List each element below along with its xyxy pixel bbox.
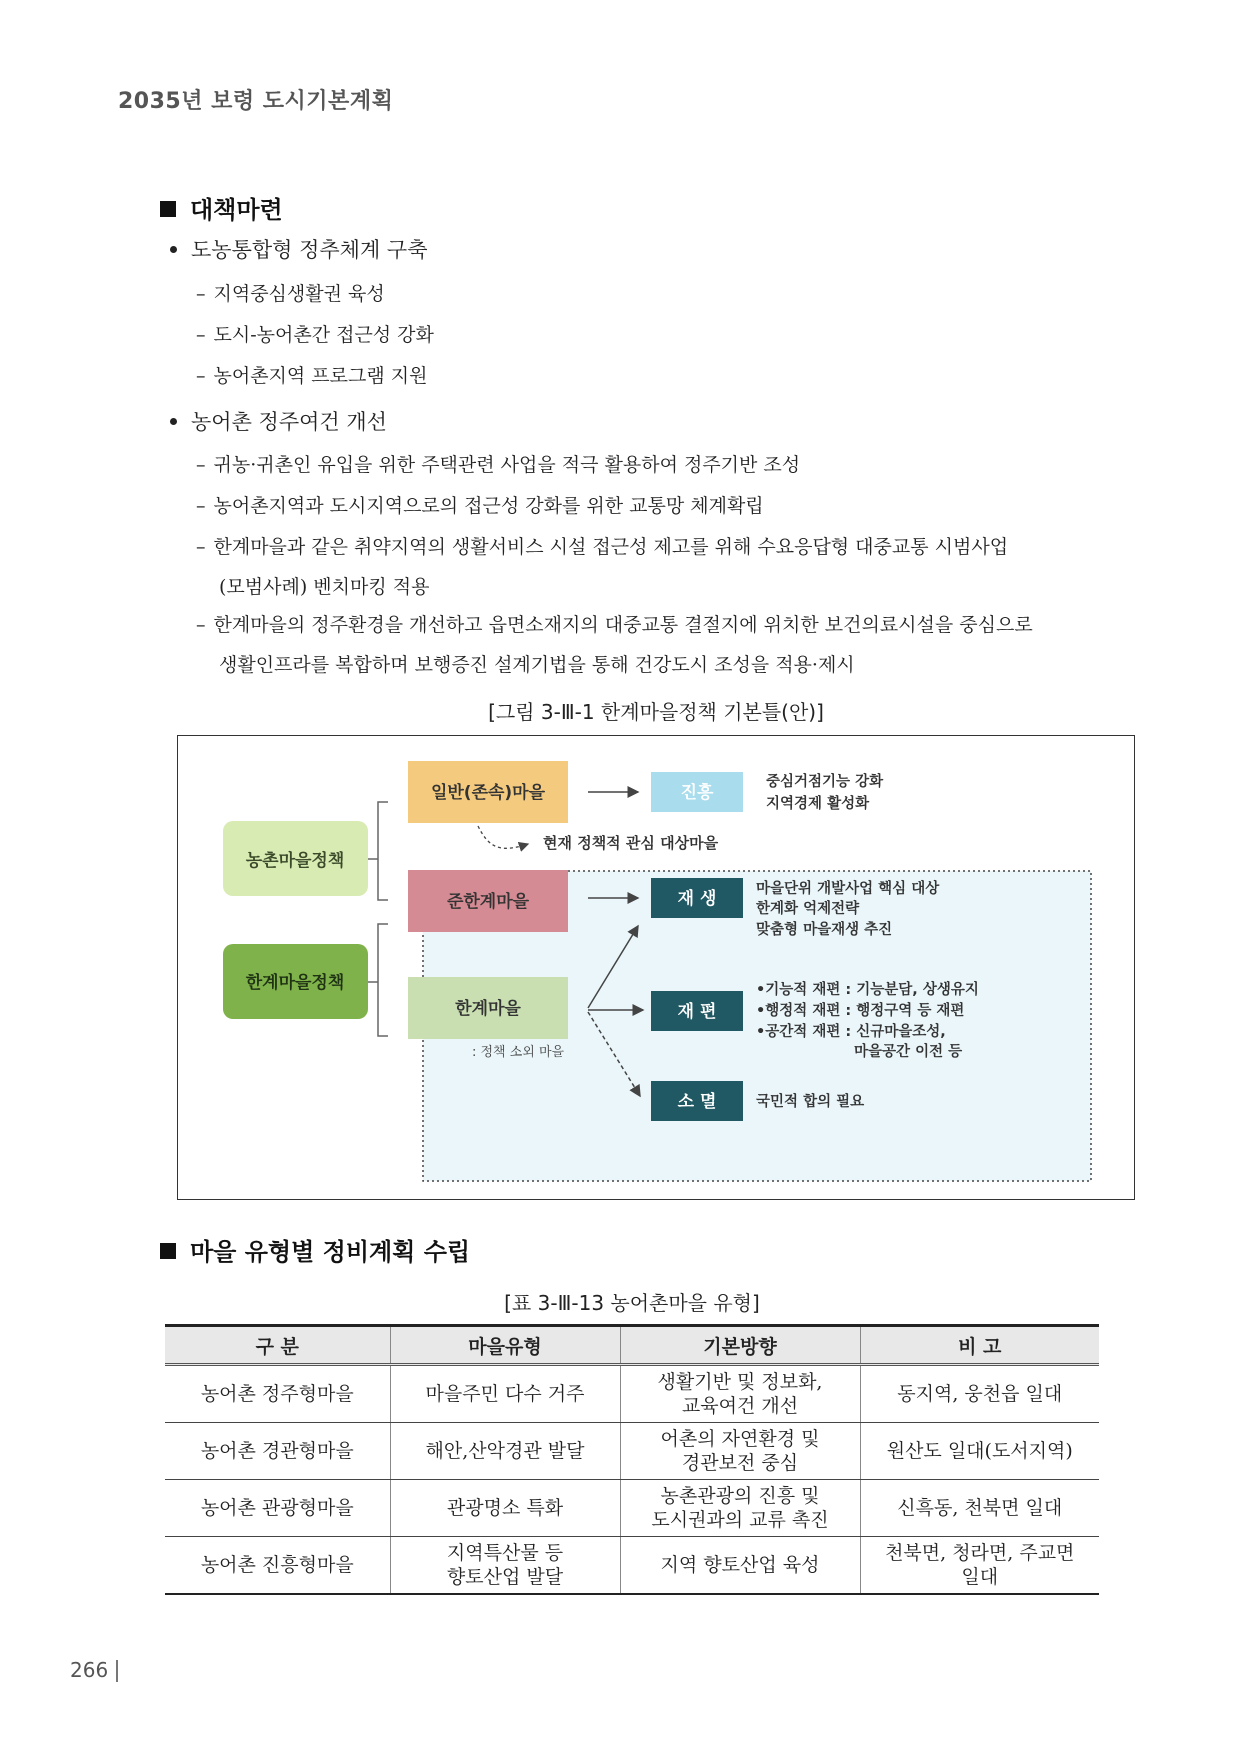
table-cell: 농어촌 정주형마을 — [165, 1365, 390, 1423]
dash-continuation: (모범사례) 벤치마킹 적용 — [219, 576, 430, 598]
bullet-label: 도농통합형 정추체계 구축 — [191, 238, 428, 262]
bullet-label: 농어촌 정주여건 개선 — [191, 410, 387, 434]
reorg-label: 재 편 — [677, 1002, 717, 1022]
table-cell: 해안,산악경관 발달 — [390, 1423, 620, 1480]
dash-continuation: 생활인프라를 복합하며 보행증진 설계기법을 통해 건강도시 조성을 적용·제시 — [219, 654, 855, 676]
dash-text: 농어촌지역 프로그램 지원 — [213, 365, 428, 387]
table-cell: 생활기반 및 정보화, 교육여건 개선 — [620, 1365, 860, 1423]
rural-policy-label: 농촌마을정책 — [245, 851, 345, 871]
focus-label: 현재 정책적 관심 대상마을 — [543, 834, 719, 852]
page-number-divider — [116, 1660, 118, 1682]
dash-item: – 귀농·귀촌인 유입을 위한 주택관련 사업을 적극 활용하여 정주기반 조성 — [196, 454, 801, 476]
table-cell: 어촌의 자연환경 및 경관보전 중심 — [620, 1423, 860, 1480]
table-cell: 관광명소 특화 — [390, 1480, 620, 1537]
section-heading-measures — [160, 190, 283, 225]
section-heading-plan — [160, 1232, 470, 1267]
table-cell: 동지역, 웅천읍 일대 — [860, 1365, 1099, 1423]
dash-text: 지역중심생활권 육성 — [213, 283, 385, 305]
square-bullet-icon — [160, 1243, 176, 1259]
reorg-desc: 마을공간 이전 등 — [854, 1044, 963, 1060]
section-title: 마을 유형별 정비계획 수립 — [190, 1238, 471, 1266]
table-cell: 농어촌 진흥형마을 — [165, 1537, 390, 1595]
regen-desc: 맞춤형 마을재생 추진 — [756, 922, 893, 938]
table-cell: 마을주민 다수 거주 — [390, 1365, 620, 1423]
column-header: 비 고 — [860, 1326, 1099, 1365]
dash-text: 한계마을의 정주환경을 개선하고 읍면소재지의 대중교통 결절지에 위치한 보건의료시설을 중심으로 — [213, 614, 1033, 636]
table-row — [165, 1537, 1099, 1595]
dash-text: 귀농·귀촌인 유입을 위한 주택관련 사업을 적극 활용하여 정주기반 조성 — [213, 454, 801, 476]
dash-item: – 지역중심생활권 육성 — [196, 283, 385, 305]
reorg-desc: •공간적 재편 : 신규마을조성, — [756, 1024, 946, 1040]
column-header: 마을유형 — [390, 1326, 620, 1365]
limit-village-note: : 정책 소외 마을 — [471, 1045, 565, 1060]
extinct-desc: 국민적 합의 필요 — [756, 1094, 865, 1110]
table-cell: 농어촌 관광형마을 — [165, 1480, 390, 1537]
general-village-label: 일반(존속)마을 — [430, 783, 546, 803]
table-cell: 농촌관광의 진흥 및 도시권과의 교류 촉진 — [620, 1480, 860, 1537]
bullet-item — [170, 406, 387, 436]
dash-item: – 농어촌지역 프로그램 지원 — [196, 365, 428, 387]
bullet-dot-icon — [170, 246, 177, 253]
table-caption: [표 3-Ⅲ-13 농어촌마을 유형] — [504, 1291, 760, 1315]
table-cell: 지역특산물 등 향토산업 발달 — [390, 1537, 620, 1595]
regen-desc: 한계화 억제전략 — [756, 901, 860, 917]
limit-village-label: 한계마을 — [455, 999, 521, 1019]
reorg-desc: •행정적 재편 : 행정구역 등 재편 — [756, 1003, 965, 1019]
bullet-dot-icon — [170, 418, 177, 425]
dash-item: – 농어촌지역과 도시지역으로의 접근성 강화를 위한 교통망 체계확립 — [196, 495, 764, 517]
promote-desc: 지역경제 활성화 — [766, 796, 870, 812]
document-header-title: 2035년 보령 도시기본계획 — [118, 89, 394, 114]
table-row — [165, 1423, 1099, 1480]
table-cell: 신흑동, 천북면 일대 — [860, 1480, 1099, 1537]
promote-label: 진흥 — [680, 783, 714, 803]
dash-text: 한계마을과 같은 취약지역의 생활서비스 시설 접근성 제고를 위해 수요응답형 대중교통 시범사업 — [213, 536, 1009, 558]
dash-item: – 도시-농어촌간 접근성 강화 — [196, 324, 434, 346]
table-row — [165, 1365, 1099, 1423]
dash-item: – 한계마을의 정주환경을 개선하고 읍면소재지의 대중교통 결절지에 위치한 보건의료시설을 중심으로 — [196, 614, 1033, 636]
figure-caption: [그림 3-Ⅲ-1 한계마을정책 기본틀(안)] — [488, 700, 824, 724]
bracket-bottom — [378, 924, 388, 1036]
limit-policy-label: 한계마을정책 — [245, 973, 345, 993]
table-row — [165, 1480, 1099, 1537]
section-title: 대책마련 — [190, 196, 283, 224]
page-number: 266 — [70, 1658, 109, 1682]
column-header: 기본방향 — [620, 1326, 860, 1365]
table-cell: 원산도 일대(도서지역) — [860, 1423, 1099, 1480]
extinct-label: 소 멸 — [677, 1092, 717, 1112]
regen-label: 재 생 — [677, 889, 717, 909]
bracket-top — [378, 802, 388, 900]
column-header: 구 분 — [165, 1326, 390, 1365]
policy-diagram — [178, 736, 1133, 1198]
bullet-item — [170, 234, 428, 264]
promote-desc: 중심거점기능 강화 — [766, 774, 884, 790]
village-type-table — [165, 1324, 1099, 1595]
dash-text: 도시-농어촌간 접근성 강화 — [213, 324, 434, 346]
table-cell: 농어촌 경관형마을 — [165, 1423, 390, 1480]
square-bullet-icon — [160, 201, 176, 217]
policy-framework-figure — [177, 735, 1135, 1200]
semi-limit-village-label: 준한계마을 — [446, 892, 530, 912]
table-header-row — [165, 1326, 1099, 1365]
dash-item: – 한계마을과 같은 취약지역의 생활서비스 시설 접근성 제고를 위해 수요응답형 대중교통 시범사업 — [196, 536, 1009, 558]
table-cell: 지역 향토산업 육성 — [620, 1537, 860, 1595]
dash-text: 농어촌지역과 도시지역으로의 접근성 강화를 위한 교통망 체계확립 — [213, 495, 764, 517]
reorg-desc: •기능적 재편 : 기능분담, 상생유지 — [756, 982, 979, 998]
table-cell: 천북면, 청라면, 주교면 일대 — [860, 1537, 1099, 1595]
regen-desc: 마을단위 개발사업 핵심 대상 — [756, 881, 940, 897]
